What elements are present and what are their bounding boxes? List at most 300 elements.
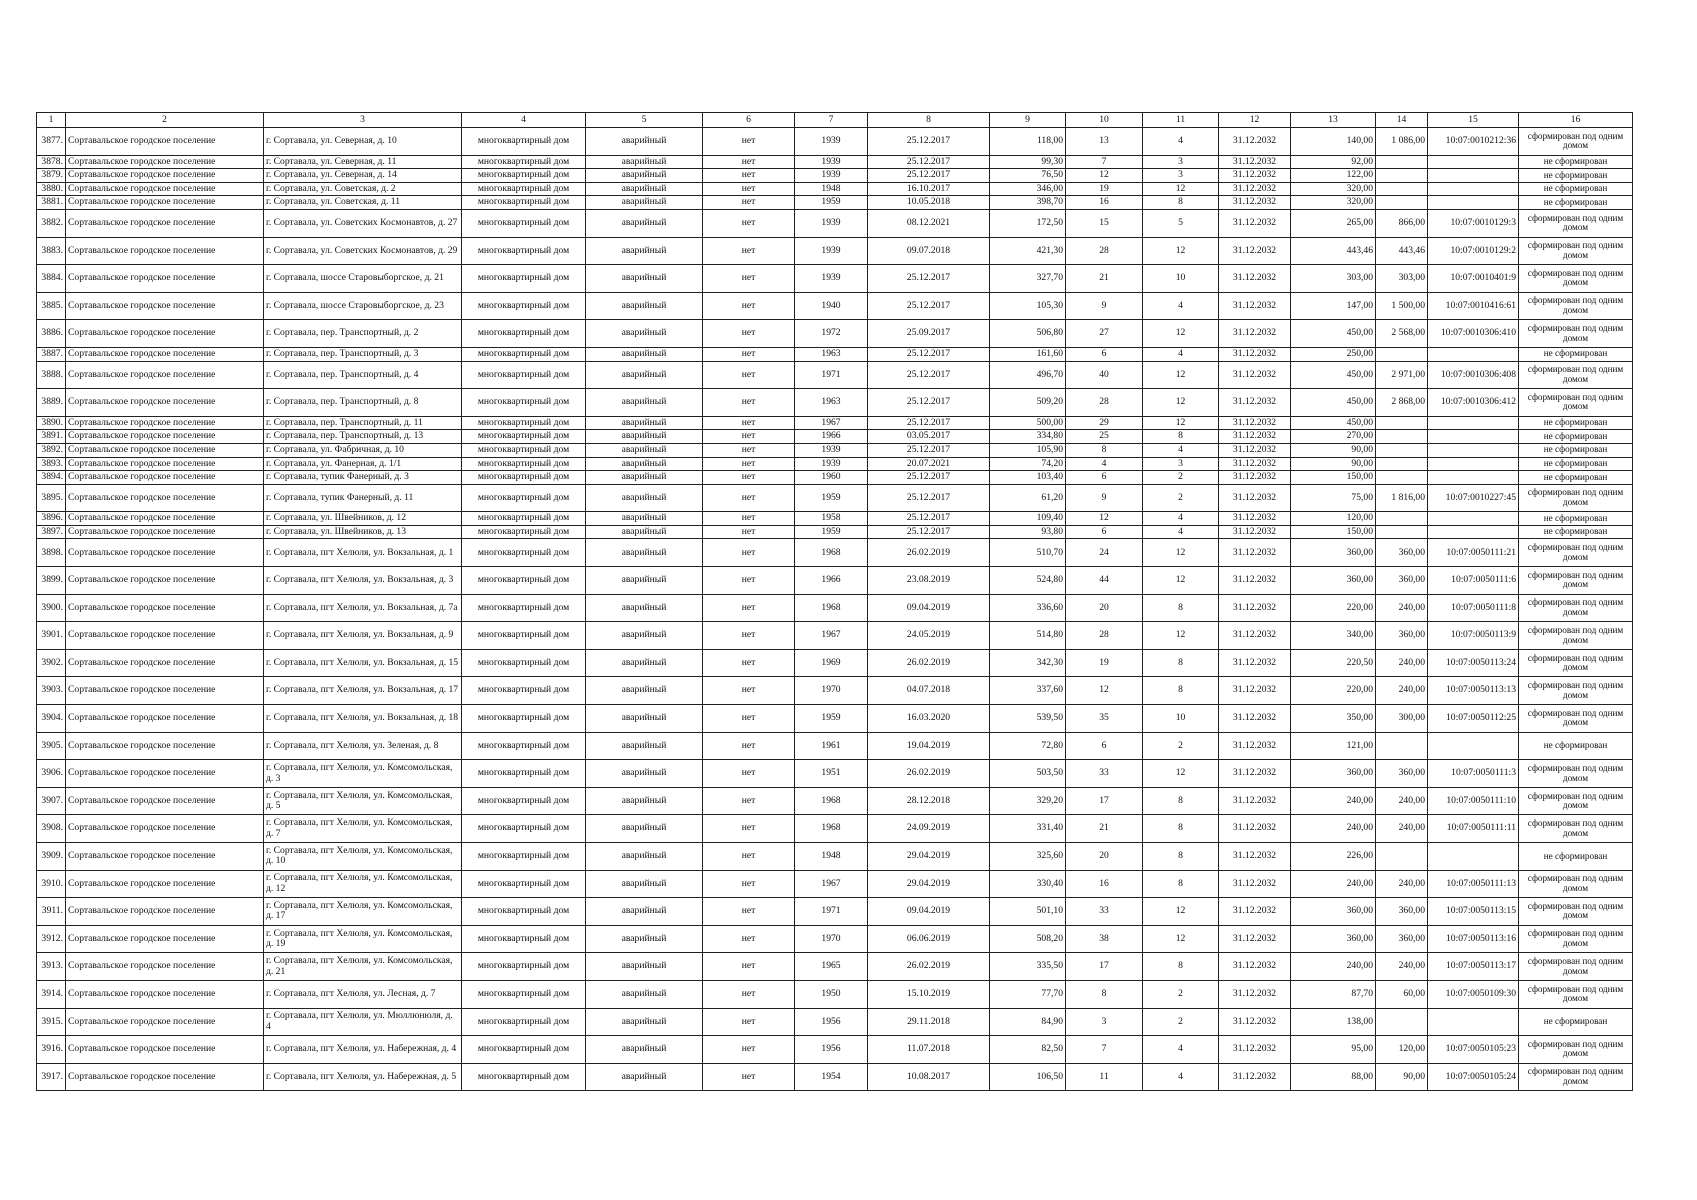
date-cell: 24.09.2019 (868, 815, 990, 843)
condition-cell: аварийный (586, 925, 703, 953)
residents-cell: 29 (1066, 416, 1143, 430)
row-number-cell: 3900. (37, 594, 66, 622)
cadastral-number-cell (1428, 169, 1519, 183)
settlement-cell: Сортавальское городское поселение (66, 457, 264, 471)
table-row (37, 843, 1633, 871)
condition-cell: аварийный (586, 169, 703, 183)
apartments-cell: 12 (1143, 567, 1219, 595)
apartments-cell: 3 (1143, 155, 1219, 169)
status-cell: сформирован под одним домом (1519, 265, 1633, 293)
condition-cell: аварийный (586, 677, 703, 705)
date-cell: 29.04.2019 (868, 843, 990, 871)
cadastral-number-cell: 10:07:0050113:15 (1428, 898, 1519, 926)
area-cell: 501,10 (990, 898, 1066, 926)
plot-area-cell: 320,00 (1291, 196, 1376, 210)
land-area-cell: 303,00 (1376, 265, 1428, 293)
table-row (37, 209, 1633, 237)
address-cell: г. Сортавала, тупик Фанерный, д. 3 (264, 471, 462, 485)
condition-cell: аварийный (586, 361, 703, 389)
cadastral-number-cell (1428, 155, 1519, 169)
settlement-cell: Сортавальское городское поселение (66, 953, 264, 981)
flag-cell: нет (703, 980, 795, 1008)
building-type-cell: многоквартирный дом (462, 347, 586, 361)
condition-cell: аварийный (586, 484, 703, 512)
address-cell: г. Сортавала, пер. Транспортный, д. 2 (264, 320, 462, 348)
deadline-cell: 31.12.2032 (1219, 430, 1291, 444)
table-row (37, 953, 1633, 981)
row-number-cell: 3878. (37, 155, 66, 169)
residents-cell: 24 (1066, 539, 1143, 567)
building-type-cell: многоквартирный дом (462, 539, 586, 567)
apartments-cell: 8 (1143, 843, 1219, 871)
deadline-cell: 31.12.2032 (1219, 594, 1291, 622)
year-cell: 1939 (795, 128, 868, 156)
year-cell: 1940 (795, 292, 868, 320)
apartments-cell: 2 (1143, 980, 1219, 1008)
land-area-cell (1376, 471, 1428, 485)
address-cell: г. Сортавала, пгт Хелюля, ул. Вокзальная, д. 3 (264, 567, 462, 595)
area-cell: 74,20 (990, 457, 1066, 471)
settlement-cell: Сортавальское городское поселение (66, 843, 264, 871)
address-cell: г. Сортавала, пгт Хелюля, ул. Мюллюнюля, д. 4 (264, 1008, 462, 1036)
year-cell: 1967 (795, 416, 868, 430)
flag-cell: нет (703, 870, 795, 898)
row-number-cell: 3877. (37, 128, 66, 156)
apartments-cell: 5 (1143, 209, 1219, 237)
table-row (37, 265, 1633, 293)
area-cell: 510,70 (990, 539, 1066, 567)
row-number-cell: 3911. (37, 898, 66, 926)
residents-cell: 28 (1066, 237, 1143, 265)
deadline-cell: 31.12.2032 (1219, 347, 1291, 361)
date-cell: 25.12.2017 (868, 484, 990, 512)
plot-area-cell: 360,00 (1291, 925, 1376, 953)
condition-cell: аварийный (586, 732, 703, 760)
flag-cell: нет (703, 182, 795, 196)
date-cell: 25.12.2017 (868, 169, 990, 183)
cadastral-number-cell (1428, 457, 1519, 471)
flag-cell: нет (703, 705, 795, 733)
flag-cell: нет (703, 898, 795, 926)
column-number-cell: 15 (1428, 113, 1519, 128)
land-area-cell (1376, 525, 1428, 539)
settlement-cell: Сортавальское городское поселение (66, 622, 264, 650)
area-cell: 105,90 (990, 443, 1066, 457)
table-row (37, 677, 1633, 705)
settlement-cell: Сортавальское городское поселение (66, 925, 264, 953)
table-row (37, 389, 1633, 417)
land-area-cell: 360,00 (1376, 760, 1428, 788)
column-number-cell: 9 (990, 113, 1066, 128)
date-cell: 08.12.2021 (868, 209, 990, 237)
area-cell: 346,00 (990, 182, 1066, 196)
plot-area-cell: 360,00 (1291, 760, 1376, 788)
building-type-cell: многоквартирный дом (462, 471, 586, 485)
date-cell: 15.10.2019 (868, 980, 990, 1008)
condition-cell: аварийный (586, 705, 703, 733)
row-number-cell: 3898. (37, 539, 66, 567)
residents-cell: 20 (1066, 843, 1143, 871)
status-cell: сформирован под одним домом (1519, 292, 1633, 320)
flag-cell: нет (703, 416, 795, 430)
deadline-cell: 31.12.2032 (1219, 567, 1291, 595)
status-cell: сформирован под одним домом (1519, 1036, 1633, 1064)
row-number-cell: 3883. (37, 237, 66, 265)
residents-cell: 9 (1066, 292, 1143, 320)
status-cell: сформирован под одним домом (1519, 760, 1633, 788)
building-type-cell: многоквартирный дом (462, 705, 586, 733)
residents-cell: 8 (1066, 443, 1143, 457)
year-cell: 1959 (795, 525, 868, 539)
residents-cell: 16 (1066, 196, 1143, 210)
plot-area-cell: 250,00 (1291, 347, 1376, 361)
residents-cell: 6 (1066, 732, 1143, 760)
column-number-cell: 12 (1219, 113, 1291, 128)
year-cell: 1954 (795, 1063, 868, 1091)
area-cell: 421,30 (990, 237, 1066, 265)
row-number-cell: 3915. (37, 1008, 66, 1036)
address-cell: г. Сортавала, ул. Северная, д. 10 (264, 128, 462, 156)
flag-cell: нет (703, 594, 795, 622)
year-cell: 1950 (795, 980, 868, 1008)
row-number-cell: 3892. (37, 443, 66, 457)
land-area-cell: 2 971,00 (1376, 361, 1428, 389)
year-cell: 1967 (795, 870, 868, 898)
area-cell: 330,40 (990, 870, 1066, 898)
deadline-cell: 31.12.2032 (1219, 457, 1291, 471)
year-cell: 1939 (795, 209, 868, 237)
residents-cell: 12 (1066, 677, 1143, 705)
building-type-cell: многоквартирный дом (462, 567, 586, 595)
table-row (37, 898, 1633, 926)
plot-area-cell: 340,00 (1291, 622, 1376, 650)
land-area-cell: 360,00 (1376, 539, 1428, 567)
table-row (37, 1063, 1633, 1091)
land-area-cell: 1 086,00 (1376, 128, 1428, 156)
year-cell: 1970 (795, 677, 868, 705)
address-cell: г. Сортавала, пгт Хелюля, ул. Вокзальная, д. 15 (264, 649, 462, 677)
residents-cell: 11 (1066, 1063, 1143, 1091)
year-cell: 1970 (795, 925, 868, 953)
row-number-cell: 3906. (37, 760, 66, 788)
address-cell: г. Сортавала, пгт Хелюля, ул. Комсомольская, д. 12 (264, 870, 462, 898)
row-number-cell: 3902. (37, 649, 66, 677)
building-type-cell: многоквартирный дом (462, 292, 586, 320)
area-cell: 342,30 (990, 649, 1066, 677)
land-area-cell (1376, 1008, 1428, 1036)
column-number-cell: 1 (37, 113, 66, 128)
area-cell: 118,00 (990, 128, 1066, 156)
year-cell: 1958 (795, 512, 868, 526)
area-cell: 99,30 (990, 155, 1066, 169)
cadastral-number-cell (1428, 196, 1519, 210)
address-cell: г. Сортавала, пгт Хелюля, ул. Набережная, д. 4 (264, 1036, 462, 1064)
row-number-cell: 3895. (37, 484, 66, 512)
apartments-cell: 8 (1143, 594, 1219, 622)
address-cell: г. Сортавала, пер. Транспортный, д. 4 (264, 361, 462, 389)
building-type-cell: многоквартирный дом (462, 787, 586, 815)
condition-cell: аварийный (586, 843, 703, 871)
building-type-cell: многоквартирный дом (462, 430, 586, 444)
deadline-cell: 31.12.2032 (1219, 953, 1291, 981)
residents-cell: 16 (1066, 870, 1143, 898)
date-cell: 25.09.2017 (868, 320, 990, 348)
cadastral-number-cell (1428, 1008, 1519, 1036)
deadline-cell: 31.12.2032 (1219, 320, 1291, 348)
area-cell: 506,80 (990, 320, 1066, 348)
apartments-cell: 4 (1143, 1063, 1219, 1091)
address-cell: г. Сортавала, пгт Хелюля, ул. Комсомольская, д. 21 (264, 953, 462, 981)
year-cell: 1939 (795, 443, 868, 457)
residents-cell: 8 (1066, 980, 1143, 1008)
land-area-cell (1376, 512, 1428, 526)
plot-area-cell: 450,00 (1291, 320, 1376, 348)
area-cell: 331,40 (990, 815, 1066, 843)
column-number-cell: 2 (66, 113, 264, 128)
cadastral-number-cell: 10:07:0050113:16 (1428, 925, 1519, 953)
settlement-cell: Сортавальское городское поселение (66, 705, 264, 733)
address-cell: г. Сортавала, ул. Северная, д. 11 (264, 155, 462, 169)
date-cell: 26.02.2019 (868, 953, 990, 981)
apartments-cell: 4 (1143, 128, 1219, 156)
date-cell: 09.04.2019 (868, 898, 990, 926)
apartments-cell: 12 (1143, 760, 1219, 788)
deadline-cell: 31.12.2032 (1219, 128, 1291, 156)
land-area-cell (1376, 416, 1428, 430)
condition-cell: аварийный (586, 1063, 703, 1091)
settlement-cell: Сортавальское городское поселение (66, 539, 264, 567)
apartments-cell: 12 (1143, 361, 1219, 389)
address-cell: г. Сортавала, пгт Хелюля, ул. Комсомольская, д. 10 (264, 843, 462, 871)
cadastral-number-cell (1428, 732, 1519, 760)
land-area-cell: 866,00 (1376, 209, 1428, 237)
condition-cell: аварийный (586, 237, 703, 265)
column-number-row (37, 113, 1633, 128)
area-cell: 105,30 (990, 292, 1066, 320)
flag-cell: нет (703, 677, 795, 705)
year-cell: 1939 (795, 237, 868, 265)
apartments-cell: 2 (1143, 484, 1219, 512)
cadastral-number-cell: 10:07:0050105:23 (1428, 1036, 1519, 1064)
year-cell: 1939 (795, 457, 868, 471)
settlement-cell: Сортавальское городское поселение (66, 347, 264, 361)
residents-cell: 33 (1066, 898, 1143, 926)
status-cell: не сформирован (1519, 457, 1633, 471)
land-area-cell: 240,00 (1376, 594, 1428, 622)
residents-cell: 12 (1066, 512, 1143, 526)
status-cell: сформирован под одним домом (1519, 980, 1633, 1008)
settlement-cell: Сортавальское городское поселение (66, 484, 264, 512)
row-number-cell: 3904. (37, 705, 66, 733)
flag-cell: нет (703, 237, 795, 265)
flag-cell: нет (703, 320, 795, 348)
deadline-cell: 31.12.2032 (1219, 155, 1291, 169)
date-cell: 25.12.2017 (868, 471, 990, 485)
plot-area-cell: 90,00 (1291, 443, 1376, 457)
area-cell: 61,20 (990, 484, 1066, 512)
year-cell: 1956 (795, 1036, 868, 1064)
status-cell: не сформирован (1519, 155, 1633, 169)
apartments-cell: 8 (1143, 649, 1219, 677)
status-cell: сформирован под одним домом (1519, 925, 1633, 953)
residents-cell: 28 (1066, 389, 1143, 417)
row-number-cell: 3884. (37, 265, 66, 293)
plot-area-cell: 150,00 (1291, 471, 1376, 485)
status-cell: не сформирован (1519, 347, 1633, 361)
address-cell: г. Сортавала, шоссе Старовыборгское, д. 21 (264, 265, 462, 293)
plot-area-cell: 226,00 (1291, 843, 1376, 871)
address-cell: г. Сортавала, пгт Хелюля, ул. Набережная, д. 5 (264, 1063, 462, 1091)
deadline-cell: 31.12.2032 (1219, 870, 1291, 898)
area-cell: 82,50 (990, 1036, 1066, 1064)
plot-area-cell: 350,00 (1291, 705, 1376, 733)
cadastral-number-cell (1428, 182, 1519, 196)
date-cell: 10.08.2017 (868, 1063, 990, 1091)
status-cell: сформирован под одним домом (1519, 361, 1633, 389)
area-cell: 76,50 (990, 169, 1066, 183)
condition-cell: аварийный (586, 567, 703, 595)
residents-cell: 21 (1066, 265, 1143, 293)
condition-cell: аварийный (586, 182, 703, 196)
row-number-cell: 3880. (37, 182, 66, 196)
settlement-cell: Сортавальское городское поселение (66, 512, 264, 526)
area-cell: 172,50 (990, 209, 1066, 237)
area-cell: 500,00 (990, 416, 1066, 430)
column-number-cell: 7 (795, 113, 868, 128)
area-cell: 334,80 (990, 430, 1066, 444)
residents-cell: 38 (1066, 925, 1143, 953)
row-number-cell: 3890. (37, 416, 66, 430)
year-cell: 1951 (795, 760, 868, 788)
deadline-cell: 31.12.2032 (1219, 169, 1291, 183)
row-number-cell: 3901. (37, 622, 66, 650)
area-cell: 539,50 (990, 705, 1066, 733)
residents-cell: 35 (1066, 705, 1143, 733)
status-cell: не сформирован (1519, 732, 1633, 760)
cadastral-number-cell (1428, 416, 1519, 430)
land-area-cell: 240,00 (1376, 677, 1428, 705)
land-area-cell: 240,00 (1376, 787, 1428, 815)
flag-cell: нет (703, 1063, 795, 1091)
condition-cell: аварийный (586, 870, 703, 898)
table-row (37, 347, 1633, 361)
column-number-cell: 16 (1519, 113, 1633, 128)
document-sheet (36, 112, 1632, 1091)
plot-area-cell: 360,00 (1291, 567, 1376, 595)
status-cell: сформирован под одним домом (1519, 649, 1633, 677)
status-cell: сформирован под одним домом (1519, 567, 1633, 595)
table-row (37, 237, 1633, 265)
building-type-cell: многоквартирный дом (462, 815, 586, 843)
settlement-cell: Сортавальское городское поселение (66, 169, 264, 183)
table-row (37, 484, 1633, 512)
land-area-cell: 240,00 (1376, 815, 1428, 843)
deadline-cell: 31.12.2032 (1219, 732, 1291, 760)
flag-cell: нет (703, 265, 795, 293)
address-cell: г. Сортавала, ул. Швейников, д. 12 (264, 512, 462, 526)
area-cell: 161,60 (990, 347, 1066, 361)
flag-cell: нет (703, 292, 795, 320)
deadline-cell: 31.12.2032 (1219, 484, 1291, 512)
area-cell: 335,50 (990, 953, 1066, 981)
residents-cell: 27 (1066, 320, 1143, 348)
residents-cell: 17 (1066, 787, 1143, 815)
land-area-cell: 300,00 (1376, 705, 1428, 733)
condition-cell: аварийный (586, 430, 703, 444)
deadline-cell: 31.12.2032 (1219, 843, 1291, 871)
cadastral-number-cell: 10:07:0010306:410 (1428, 320, 1519, 348)
residents-cell: 25 (1066, 430, 1143, 444)
flag-cell: нет (703, 760, 795, 788)
table-row (37, 1036, 1633, 1064)
address-cell: г. Сортавала, пгт Хелюля, ул. Комсомольская, д. 3 (264, 760, 462, 788)
status-cell: сформирован под одним домом (1519, 622, 1633, 650)
condition-cell: аварийный (586, 457, 703, 471)
cadastral-number-cell: 10:07:0050111:3 (1428, 760, 1519, 788)
residents-cell: 19 (1066, 649, 1143, 677)
date-cell: 25.12.2017 (868, 416, 990, 430)
status-cell: сформирован под одним домом (1519, 209, 1633, 237)
flag-cell: нет (703, 732, 795, 760)
land-area-cell: 443,46 (1376, 237, 1428, 265)
building-type-cell: многоквартирный дом (462, 980, 586, 1008)
apartments-cell: 12 (1143, 182, 1219, 196)
status-cell: сформирован под одним домом (1519, 320, 1633, 348)
apartments-cell: 8 (1143, 870, 1219, 898)
year-cell: 1939 (795, 155, 868, 169)
land-area-cell: 360,00 (1376, 925, 1428, 953)
date-cell: 25.12.2017 (868, 443, 990, 457)
year-cell: 1948 (795, 843, 868, 871)
cadastral-number-cell (1428, 525, 1519, 539)
area-cell: 84,90 (990, 1008, 1066, 1036)
settlement-cell: Сортавальское городское поселение (66, 787, 264, 815)
land-area-cell: 360,00 (1376, 567, 1428, 595)
condition-cell: аварийный (586, 1036, 703, 1064)
address-cell: г. Сортавала, пер. Транспортный, д. 8 (264, 389, 462, 417)
land-area-cell: 1 816,00 (1376, 484, 1428, 512)
deadline-cell: 31.12.2032 (1219, 196, 1291, 210)
flag-cell: нет (703, 622, 795, 650)
table-row (37, 787, 1633, 815)
year-cell: 1971 (795, 898, 868, 926)
building-type-cell: многоквартирный дом (462, 512, 586, 526)
cadastral-number-cell (1428, 512, 1519, 526)
row-number-cell: 3886. (37, 320, 66, 348)
year-cell: 1967 (795, 622, 868, 650)
land-area-cell (1376, 843, 1428, 871)
date-cell: 25.12.2017 (868, 525, 990, 539)
plot-area-cell: 240,00 (1291, 953, 1376, 981)
year-cell: 1963 (795, 389, 868, 417)
date-cell: 25.12.2017 (868, 292, 990, 320)
condition-cell: аварийный (586, 815, 703, 843)
settlement-cell: Сортавальское городское поселение (66, 155, 264, 169)
table-row (37, 320, 1633, 348)
building-type-cell: многоквартирный дом (462, 155, 586, 169)
deadline-cell: 31.12.2032 (1219, 292, 1291, 320)
settlement-cell: Сортавальское городское поселение (66, 732, 264, 760)
date-cell: 25.12.2017 (868, 155, 990, 169)
date-cell: 29.04.2019 (868, 870, 990, 898)
condition-cell: аварийный (586, 389, 703, 417)
table-row (37, 925, 1633, 953)
flag-cell: нет (703, 471, 795, 485)
year-cell: 1968 (795, 815, 868, 843)
year-cell: 1959 (795, 705, 868, 733)
address-cell: г. Сортавала, пгт Хелюля, ул. Вокзальная, д. 18 (264, 705, 462, 733)
land-area-cell (1376, 347, 1428, 361)
